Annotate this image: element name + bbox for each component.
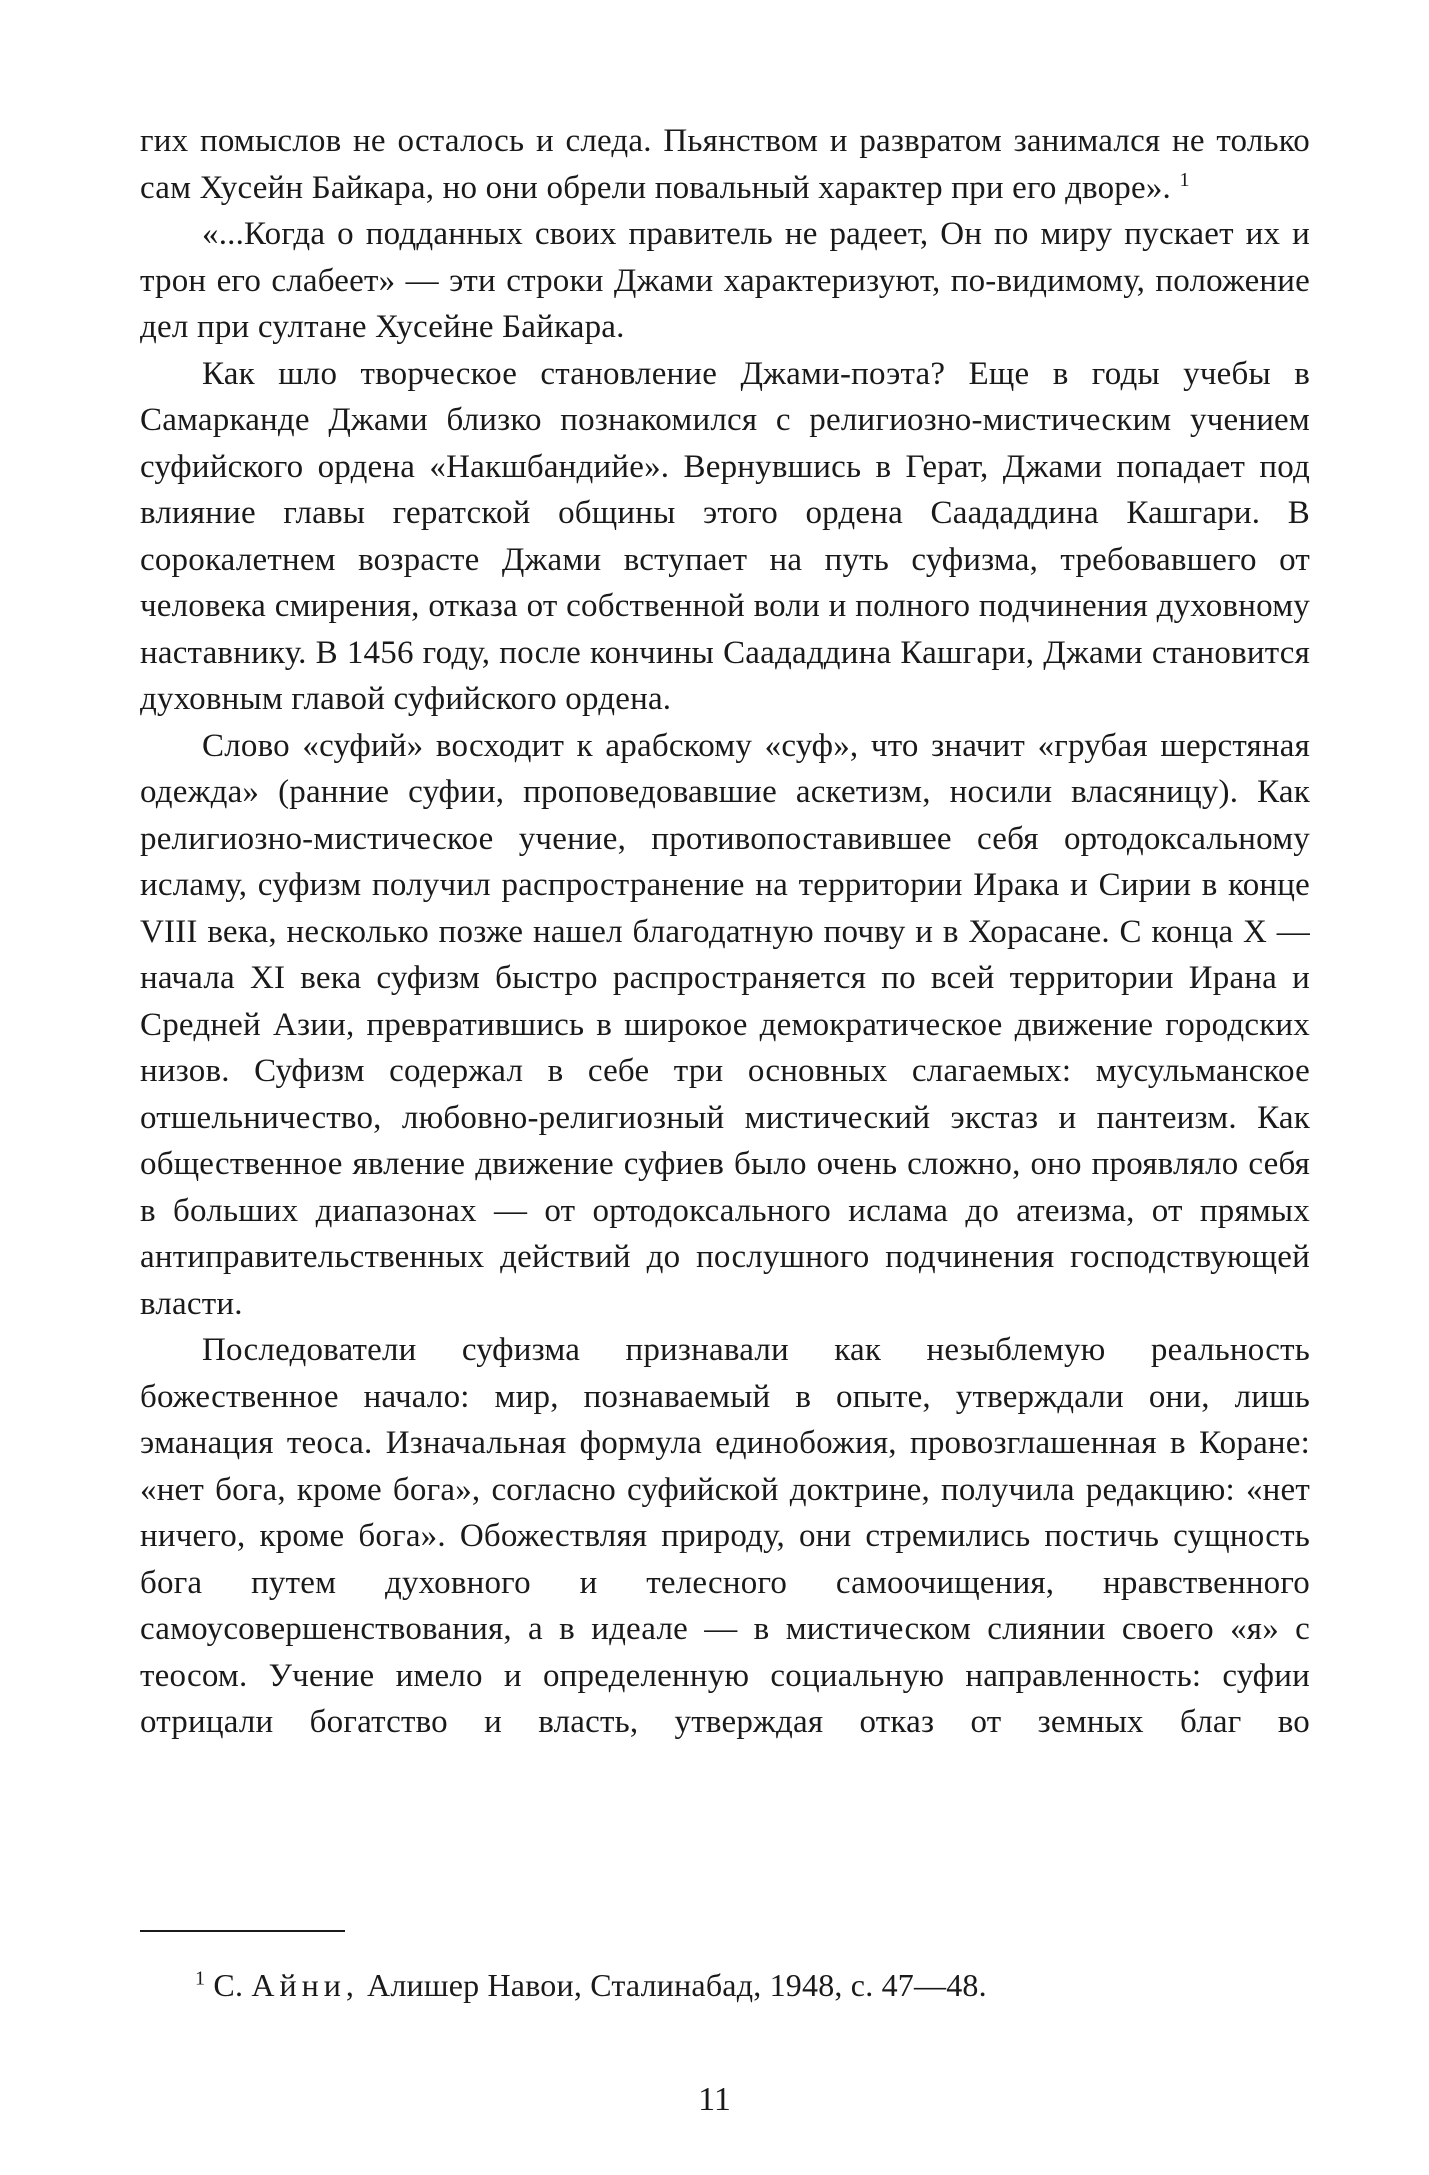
- footnote-divider: [140, 1930, 345, 1932]
- paragraph-1-text: гих помыслов не осталось и следа. Пьянством и развратом занимался не только сам Хусейн Байкара, но они обрели повальный характер при его дворе».: [140, 123, 1310, 206]
- paragraph-2: «...Когда о подданных своих правитель не радеет, Он по миру пускает их и трон его слабеет» — эти строки Джами характеризуют, по-видимому, положение дел при султане Хусейне Байкара.: [140, 216, 1310, 345]
- paragraph-3: Как шло творческое становление Джами-поэта? Еще в годы учебы в Самарканде Джами близко познакомился с религиозно-мистическим учением суфийского ордена «Накшбандийе». Вернувшись в Герат, Джами попадает под влияние главы гератской общины этого ордена Саададдина Кашгари. В сорокалетнем возрасте Джами вступает на путь суфизма, требовавшего от человека смирения, отказа от собственной воли и полного подчинения духовному наставнику. В 1456 году, после кончины Саададдина Кашгари, Джами становится духовным главой суфийского ордена.: [140, 355, 1310, 717]
- footnote-marker: 1: [195, 1967, 206, 1990]
- page-body: [140, 118, 1310, 1746]
- paragraph-4: Слово «суфий» восходит к арабскому «суф», что значит «грубая шерстяная одежда» (ранние суфии, проповедовавшие аскетизм, носили власяницу). Как религиозно-мистическое учение, противопоставившее себя ортодоксальному исламу, суфизм получил распространение на территории Ирака и Сирии в конце VIII века, несколько позже нашел благодатную почву и в Хорасане. С конца X — начала XI века суфизм быстро распространяется по всей территории Ирана и Средней Азии, превратившись в широкое демократическое движение городских низов. Суфизм содержал в себе три основных слагаемых: мусульманское отшельничество, любовно-религиозный мистический экстаз и пантеизм. Как общественное явление движение суфиев было очень сложно, оно проявляло себя в больших диапазонах — от ортодоксального ислама до атеизма, от прямых антиправительственных действий до послушного подчинения господствующей власти.: [140, 727, 1310, 1322]
- paragraph-5: Последователи суфизма признавали как незыблемую реальность божественное начало: мир, познаваемый в опыте, утверждали они, лишь эманация теоса. Изначальная формула единобожия, провозглашенная в Коране: «нет бога, кроме бога», согласно суфийской доктрине, получила редакцию: «нет ничего, кроме бога». Обожествляя природу, они стремились постичь сущность бога путем духовного и телесного самоочищения, нравственного самоусовершенствования, а в идеале — в мистическом слиянии своего «я» с теосом. Учение имело и определенную социальную направленность: суфии отрицали богатство и власть, утверждая отказ от земных благ во: [140, 1332, 1310, 1740]
- footnote: [195, 1965, 1295, 2005]
- footnote-author-initial: С.: [213, 1967, 244, 2003]
- paragraph-1: [140, 118, 1310, 211]
- footnote-author-surname: Айни,: [251, 1967, 359, 2003]
- footnote-ref: 1: [1179, 168, 1190, 191]
- page-number: 11: [698, 2081, 731, 2118]
- footnote-citation: Алишер Навои, Сталинабад, 1948, с. 47—48.: [367, 1967, 987, 2003]
